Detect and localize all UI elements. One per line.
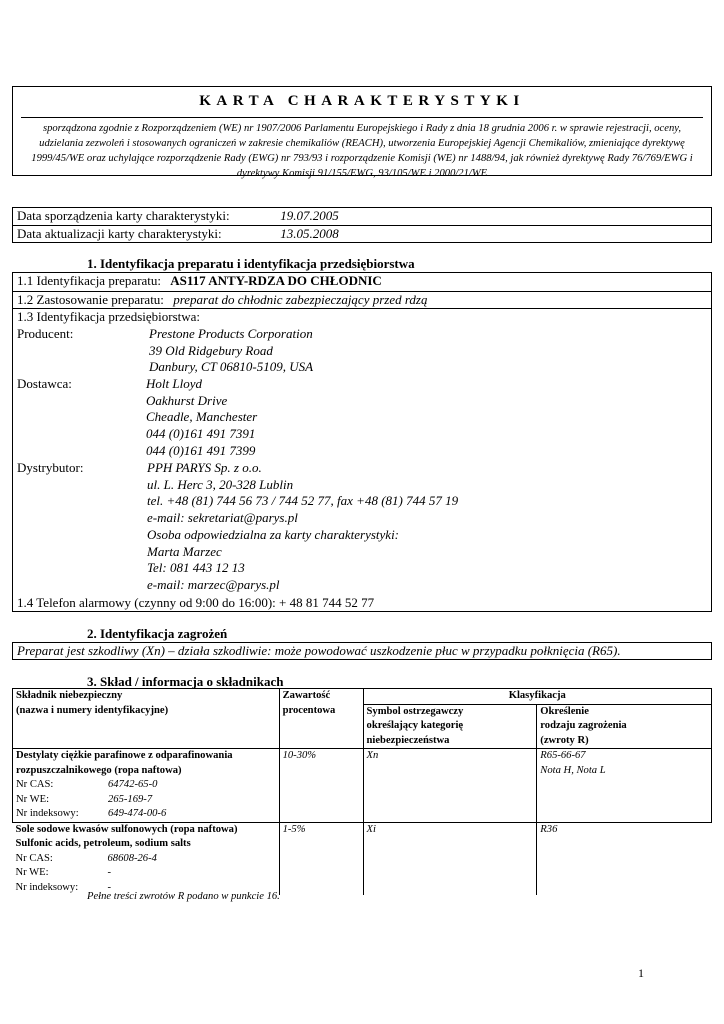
- document-title: KARTA CHARAKTERYSTYKI: [199, 93, 525, 109]
- distributor-line: Tel: 081 443 12 13: [147, 560, 245, 576]
- id-label: Nr CAS:: [15, 852, 53, 864]
- row-1-1: [13, 273, 711, 290]
- updated-date-value: 13.05.2008: [280, 226, 339, 241]
- supplier-lines: [146, 376, 257, 460]
- id-value: -: [107, 867, 112, 878]
- composition-table: [12, 688, 712, 895]
- component-cell: [13, 822, 280, 895]
- symbol-cell: Xi: [363, 822, 537, 895]
- col-symbol-head: [363, 704, 537, 749]
- row-1-3: [13, 308, 711, 596]
- component-name: Sulfonic acids, petroleum, sodium salts: [15, 838, 191, 849]
- supplier-line: Cheadle, Manchester: [146, 409, 258, 425]
- regulation-subtitle: sporządzona zgodnie z Rozporządzeniem (WE) nr 1907/2006 Parlamentu Europejskiego i Rady z dnia 18 grudnia 2006 r. w sprawie rejestracji, oceny, udzielania zezwoleń i stosowanych ograniczeń w zakresie chemikaliów (REACH), utworzenia Europejskiej Agencji Chemikaliów, zmieniające dyrektywę 1999/45/WE oraz uchylające rozporządzenie Rady (EWG) nr 793/93 i rozporządzenie Komisji (WE) nr 1488/94, jak również dyrektywę Rady 76/769/EWG i dyrektywy Komisji 91/155/EWG, 93/105/WE i 2000/21/WE: [21, 117, 703, 181]
- rphrase: R36: [540, 823, 558, 835]
- head-line: (nazwa i numery identyfikacyjne): [16, 704, 169, 716]
- row-1-4: [13, 595, 711, 612]
- id-value: -: [107, 881, 112, 893]
- dates-box: [12, 207, 712, 243]
- producer-line: 39 Old Ridgebury Road: [149, 342, 273, 358]
- component-name: rozpuszczalnikowego (ropa naftowa): [16, 764, 182, 776]
- content-cell: 10-30%: [279, 749, 363, 823]
- r11-label: 1.1 Identyfikacja preparatu:: [17, 273, 162, 288]
- distributor-line: tel. +48 (81) 744 56 73 / 744 52 77, fax +48 (81) 744 57 19: [147, 493, 459, 509]
- producer-line: Prestone Products Corporation: [149, 326, 313, 341]
- content-cell: 1-5%: [279, 822, 363, 895]
- head-line: Określenie: [540, 705, 589, 717]
- row-1-2: [13, 291, 711, 309]
- rphrase-cell: [537, 749, 712, 823]
- table-row: [13, 822, 712, 895]
- producer-line: Danbury, CT 06810-5109, USA: [149, 359, 314, 375]
- head-line: Symbol ostrzegawczy: [366, 705, 464, 717]
- distributor-line: Marta Marzec: [147, 543, 222, 559]
- id-line: [16, 852, 276, 867]
- id-line: [16, 807, 276, 822]
- product-use: preparat do chłodnic zabezpieczający przed rdzą: [173, 292, 428, 307]
- created-date-value: 19.07.2005: [280, 208, 339, 223]
- distributor-line: ul. L. Herc 3, 20-328 Lublin: [147, 476, 294, 492]
- table-row: [13, 749, 712, 823]
- emergency-phone: 1.4 Telefon alarmowy (czynny od 9:00 do 16:00): + 48 81 744 52 77: [17, 595, 375, 610]
- rphrase-footnote: Pełne treści zwrotów R podano w punkcie 16.: [87, 891, 280, 902]
- id-value: 68608-26-4: [107, 852, 157, 864]
- hazard-statement: Preparat jest szkodliwy (Xn) – działa szkodliwie: może powodować uszkodzenie płuc w przypadku połknięcia (R65).: [17, 643, 621, 658]
- r13-label: 1.3 Identyfikacja przedsiębiorstwa:: [17, 309, 201, 324]
- head-line: Zawartość: [282, 690, 331, 701]
- supplier-line: 044 (0)161 491 7391: [146, 426, 256, 442]
- updated-date-label: Data aktualizacji karty charakterystyki:: [17, 226, 222, 241]
- supplier-line: Holt Lloyd: [146, 376, 202, 391]
- head-line: niebezpieczeństwa: [366, 734, 450, 746]
- rphrase: Nota H, Nota L: [540, 764, 606, 776]
- supplier-line: Oakhurst Drive: [146, 392, 228, 408]
- id-label: Nr indeksowy:: [15, 881, 79, 893]
- id-label: Nr indeksowy:: [16, 808, 79, 819]
- id-value: 649-474-00-6: [108, 808, 167, 819]
- header-box: [12, 86, 712, 179]
- rphrase: R65-66-67: [540, 750, 586, 761]
- id-label: Nr WE:: [15, 867, 49, 878]
- id-label: Nr CAS:: [16, 779, 54, 790]
- head-line: rodzaju zagrożenia: [540, 720, 627, 731]
- id-value: 64742-65-0: [108, 779, 158, 790]
- created-date-row: [13, 208, 711, 225]
- col-component-head: [13, 689, 280, 749]
- symbol-cell: Xn: [363, 749, 537, 823]
- head-line: procentowa: [282, 704, 336, 716]
- component-name: Sole sodowe kwasów sulfonowych (ropa naftowa): [15, 823, 238, 835]
- supplier-label: Dostawca:: [17, 376, 72, 391]
- col-rphrase-head: [537, 704, 712, 749]
- id-label: Nr WE:: [16, 793, 50, 805]
- classification-head: Klasyfikacja: [363, 689, 711, 705]
- product-name: AS117 ANTY-RDZA DO CHŁODNIC: [170, 273, 382, 288]
- table-header-row: [13, 689, 712, 705]
- distributor-line: Osoba odpowiedzialna za karty charakterystyki:: [147, 526, 400, 542]
- producer-lines: [149, 326, 313, 376]
- section3-heading: 3. Skład / informacja o składnikach: [87, 674, 284, 689]
- id-line: [16, 793, 276, 808]
- supplier-line: 044 (0)161 491 7399: [146, 442, 256, 458]
- col-content-head: [279, 689, 363, 749]
- producer-label: Producent:: [17, 326, 74, 341]
- r12-label: 1.2 Zastosowanie preparatu:: [17, 292, 164, 307]
- section1-heading: 1. Identyfikacja preparatu i identyfikacja przedsiębiorstwa: [87, 256, 415, 271]
- component-name: Destylaty ciężkie parafinowe z odparafinowania: [16, 750, 233, 761]
- distributor-label: Dystrybutor:: [17, 460, 84, 475]
- section2-heading: 2. Identyfikacja zagrożeń: [87, 626, 228, 641]
- distributor-line: PPH PARYS Sp. z o.o.: [147, 460, 262, 475]
- head-line: określający kategorię: [366, 720, 464, 731]
- rphrase-cell: [537, 822, 712, 895]
- distributor-lines: [147, 460, 458, 594]
- section2-box: [12, 642, 712, 660]
- contact-email[interactable]: e-mail: marzec@parys.pl: [147, 576, 280, 592]
- head-line: Składnik niebezpieczny: [16, 690, 123, 701]
- created-date-label: Data sporządzenia karty charakterystyki:: [17, 208, 230, 223]
- page-number: 1: [638, 966, 644, 980]
- distributor-email[interactable]: e-mail: sekretariat@parys.pl: [147, 510, 298, 526]
- component-cell: [13, 749, 280, 823]
- head-line: (zwroty R): [540, 734, 589, 746]
- id-line: [16, 778, 276, 793]
- id-line: [16, 866, 276, 881]
- updated-date-row: [13, 225, 711, 243]
- id-value: 265-169-7: [108, 793, 153, 805]
- section1-box: [12, 272, 712, 612]
